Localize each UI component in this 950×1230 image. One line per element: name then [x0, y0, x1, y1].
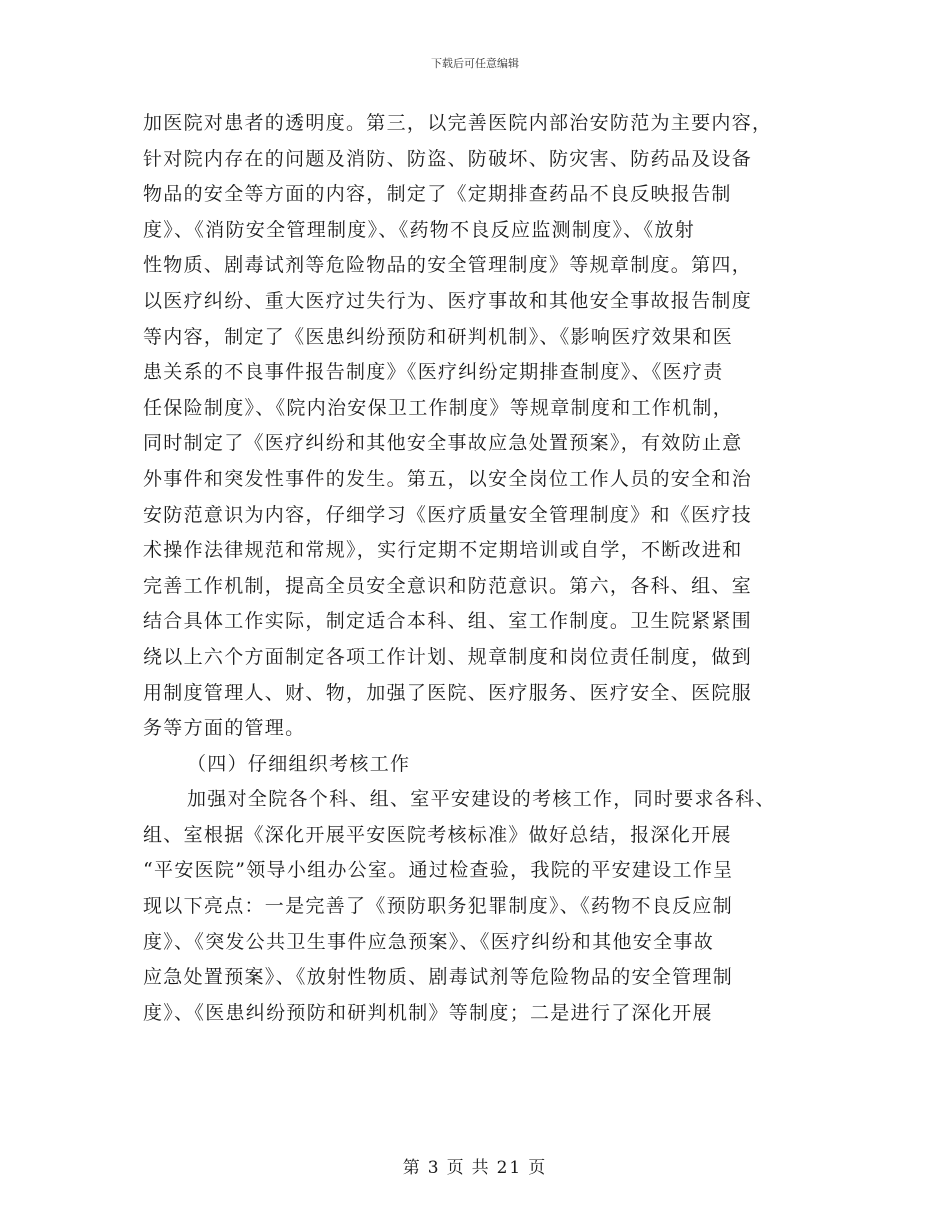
paragraph-line: 度》、《消防安全管理制度》、《药物不良反应监测制度》、《放射	[143, 218, 696, 241]
document-body	[143, 106, 813, 1031]
paragraph-line: 度》、《突发公共卫生事件应急预案》、《医疗纠纷和其他安全事故	[143, 930, 715, 953]
paragraph-line: 现以下亮点：一是完善了《预防职务犯罪制度》、《药物不良反应制	[143, 895, 734, 918]
current-page-number: 3	[427, 1158, 441, 1178]
paragraph-line: 针对院内存在的问题及消防、防盗、防破坏、防灾害、防药品及设备	[143, 147, 753, 170]
paragraph-line: 同时制定了《医疗纠纷和其他安全事故应急处置预案》，有效防止意	[143, 432, 743, 455]
total-label: 共	[471, 1158, 491, 1178]
paragraph-line: 安防范意识为内容，仔细学习《医疗质量安全管理制度》和《医疗技	[143, 503, 753, 526]
page-label-prefix: 第	[402, 1158, 422, 1178]
paragraph-line: 结合具体工作实际，制定适合本科、组、室工作制度。卫生院紧紧围	[143, 610, 753, 633]
section-heading: （四）仔细组织考核工作	[187, 752, 411, 775]
paragraph-line: 任保险制度》、《院内治安保卫工作制度》等规章制度和工作机制，	[143, 396, 734, 419]
page-label-mid: 页	[446, 1158, 466, 1178]
paragraph-line: 加强对全院各个科、组、室平安建设的考核工作，同时要求各科、	[187, 788, 776, 811]
paragraph-line: 度》、《医患纠纷预防和研判机制》等制度；二是进行了深化开展	[143, 1001, 713, 1024]
paragraph-line: 外事件和突发性事件的发生。第五，以安全岗位工作人员的安全和治	[143, 467, 753, 490]
paragraph-line: 应急处置预案》、《放射性物质、剧毒试剂等危险物品的安全管理制	[143, 966, 734, 989]
paragraph-line: 性物质、剧毒试剂等危险物品的安全管理制度》等规章制度。第四，	[143, 254, 753, 277]
paragraph-line: 绕以上六个方面制定各项工作计划、规章制度和岗位责任制度，做到	[143, 645, 753, 668]
page-header: 下载后可任意编辑	[431, 57, 519, 70]
page-label-suffix: 页	[528, 1158, 548, 1178]
paragraph-line: 组、室根据《深化开展平安医院考核标准》做好总结，报深化开展	[143, 823, 732, 846]
paragraph-line: 用制度管理人、财、物，加强了医院、医疗服务、医疗安全、医院服	[143, 681, 753, 704]
page-footer	[0, 1153, 950, 1178]
paragraph-line: 等内容，制定了《医患纠纷预防和研判机制》、《影响医疗效果和医	[143, 325, 734, 348]
paragraph-line: 加医院对患者的透明度。第三，以完善医院内部治安防范为主要内容，	[143, 112, 773, 134]
paragraph-line: 务等方面的管理。	[143, 717, 306, 740]
paragraph-line: “平安医院”领导小组办公室。通过检查验，我院的平安建设工作呈	[143, 859, 734, 882]
paragraph-line: 患关系的不良事件报告制度》《医疗纠纷定期排查制度》、《医疗责	[143, 361, 724, 384]
paragraph-line: 完善工作机制，提高全员安全意识和防范意识。第六，各科、组、室	[143, 574, 753, 597]
total-pages-number: 21	[496, 1158, 523, 1178]
paragraph-line: 术操作法律规范和常规》，实行定期不定期培训或自学，不断改进和	[143, 539, 743, 562]
paragraph-line: 以医疗纠纷、重大医疗过失行为、医疗事故和其他安全事故报告制度	[143, 289, 753, 312]
paragraph-line: 物品的安全等方面的内容，制定了《定期排查药品不良反映报告制	[143, 183, 732, 206]
